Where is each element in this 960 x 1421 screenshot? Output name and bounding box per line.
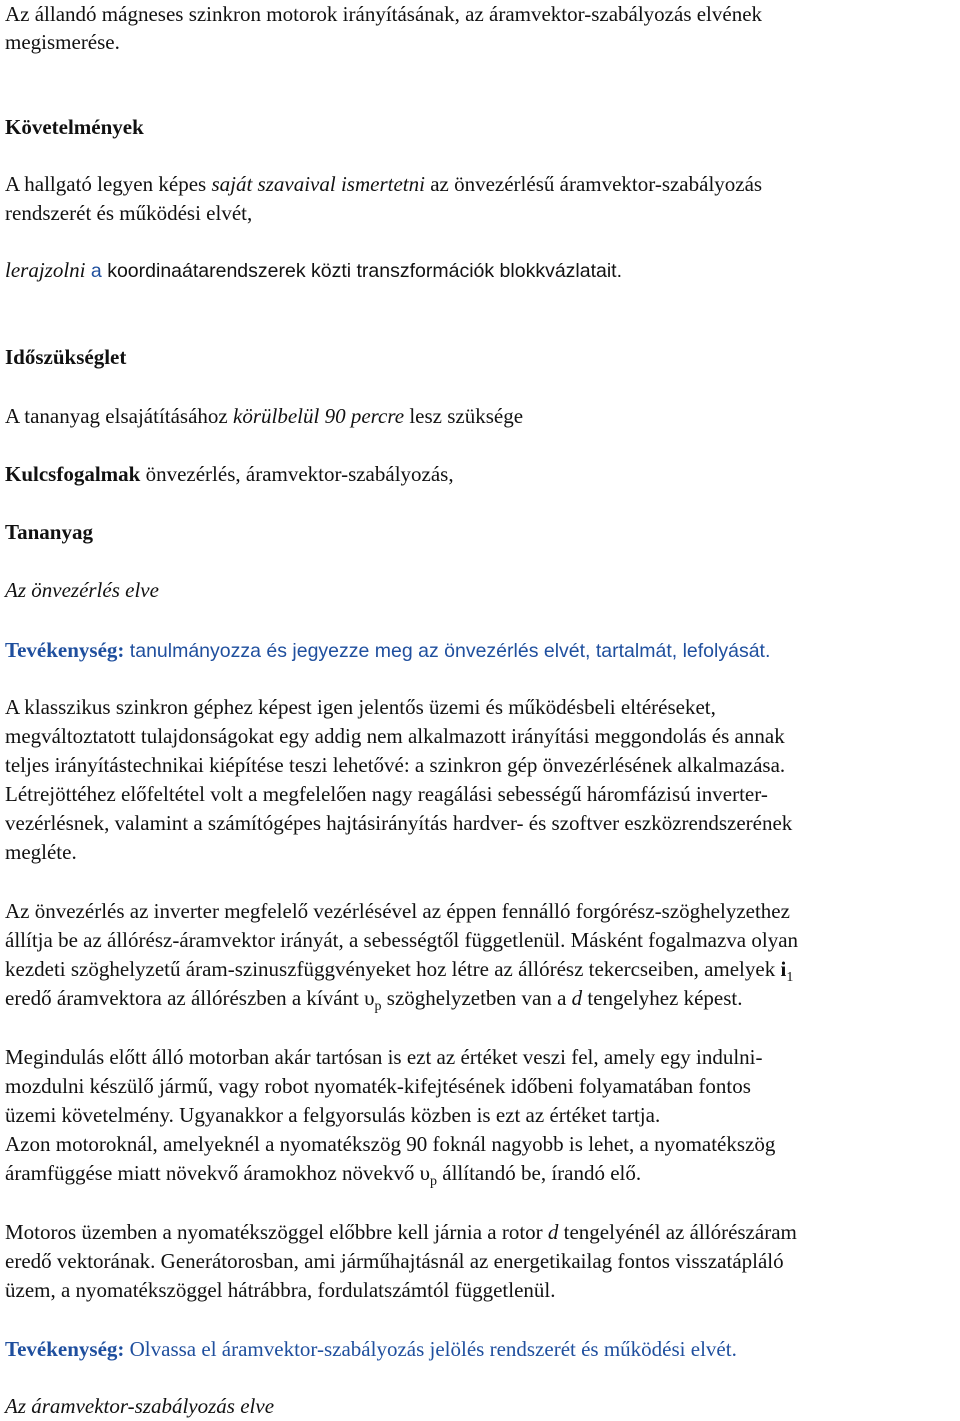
keywords-label: Kulcsfogalmak [5, 462, 141, 486]
paragraph-text: szöghelyzetben van a [381, 986, 572, 1010]
paragraph-3-line-5 [5, 1159, 641, 1196]
activity-line-1 [5, 636, 770, 666]
paragraph-text: eredő áramvektora az állórészben a kívánt υ [5, 986, 375, 1010]
angle-subscript: p [430, 1174, 438, 1189]
activity-line-2 [5, 1335, 737, 1364]
requirements-line-2: rendszerét és működési elvét, [5, 201, 253, 225]
paragraph-text: kezdeti szöghelyzetű áram-szinuszfüggvényeket hoz létre az állórész tekercseiben, amelyek [5, 957, 781, 981]
paragraph-1-line-2: megváltoztatott tulajdonságokat egy addig nem alkalmazott irányítási meggondolás és annak [5, 724, 785, 748]
angle-subscript: p [374, 999, 382, 1014]
paragraph-3-line-2: mozdulni készülő jármű, vagy robot nyomaték-kifejtésének időbeni folyamatában fontos [5, 1074, 751, 1098]
paragraph-1-line-1: A klasszikus szinkron géphez képest igen jelentős üzemi és működésbeli eltéréseket, [5, 695, 716, 719]
intro-line-1: Az állandó mágneses szinkron motorok irányításának, az áramvektor-szabályozás elvének [5, 2, 763, 26]
current-symbol: i [780, 957, 787, 981]
time-line [5, 402, 523, 431]
paragraph-text: állítandó be, írandó elő. [437, 1161, 642, 1185]
current-subscript: 1 [786, 970, 794, 985]
paragraph-4-line-3: üzem, a nyomatékszöggel hátrábbra, fordulatszámtól függetlenül. [5, 1278, 556, 1302]
paragraph-3-line-3: üzemi követelmény. Ugyanakkor a felgyorsulás közben is ezt az értéket tartja. [5, 1103, 661, 1127]
keywords-text: önvezérlés, áramvektor-szabályozás, [140, 462, 454, 486]
paragraph-2-line-2: állítja be az állórész-áramvektor irányát, a sebességtől függetlenül. Másként fogalmazva olyan [5, 928, 799, 952]
activity-label: Tevékenység: [5, 1337, 125, 1361]
paragraph-text: tengelyénél az állórészáram [558, 1220, 797, 1244]
requirements-text: koordinaátarendszerek közti transzformációk blokkvázlatait. [107, 260, 623, 282]
requirements-line-1 [5, 170, 762, 199]
section-title-aramvektor: Az áramvektor-szabályozás elve [5, 1394, 275, 1418]
paragraph-text: tengelyhez képest. [582, 986, 743, 1010]
time-heading: Időszükséglet [5, 345, 127, 369]
paragraph-1-line-5: vezérlésnek, valamint a számítógépes hajtásirányítás hardver- és szoftver eszközrendszerének [5, 811, 793, 835]
paragraph-4-line-1 [5, 1218, 797, 1247]
paragraph-4-line-2: eredő vektorának. Generátorosban, ami járműhajtásnál az energetikailag fontos visszatápláló [5, 1249, 784, 1273]
activity-text: tanulmányozza és jegyezze meg az önvezérlés elvét, tartalmát, lefolyását. [124, 640, 771, 662]
time-emphasis: körülbelül 90 percre [233, 404, 405, 428]
requirements-emphasis: saját szavaival ismertetni [211, 172, 425, 196]
activity-label: Tevékenység: [5, 638, 125, 662]
time-text: lesz szüksége [404, 404, 524, 428]
paragraph-1-line-4: Létrejöttéhez előfeltétel volt a megfelelően nagy reagálási sebességű háromfázisú inverter- [5, 782, 768, 806]
paragraph-text: Motoros üzemben a nyomatékszöggel előbbre kell járnia a rotor [5, 1220, 548, 1244]
requirements-heading: Követelmények [5, 115, 144, 139]
requirements-line-3 [5, 256, 622, 286]
intro-line-2: megismerése. [5, 30, 120, 54]
time-text: A tananyag elsajátításához [5, 404, 233, 428]
requirements-text: A hallgató legyen képes [5, 172, 212, 196]
d-axis-symbol: d [571, 986, 583, 1010]
tananyag-heading: Tananyag [5, 520, 93, 544]
paragraph-2-line-4 [5, 984, 743, 1021]
paragraph-3-line-1: Megindulás előtt álló motorban akár tartósan is ezt az értéket veszi fel, amely egy indulni- [5, 1045, 763, 1069]
d-axis-symbol: d [547, 1220, 559, 1244]
paragraph-1-line-3: teljes irányítástechnikai kiépítése teszi lehetővé: a szinkron gép önvezérlésének alkalmazása. [5, 753, 786, 777]
requirements-text: a [85, 260, 108, 282]
activity-text: Olvassa el áramvektor-szabályozás jelölés rendszerét és működési elvét. [124, 1337, 737, 1361]
requirements-emphasis: lerajzolni [5, 258, 86, 282]
requirements-text: az önvezérlésű áramvektor-szabályozás [424, 172, 763, 196]
paragraph-1-line-6: megléte. [5, 840, 77, 864]
paragraph-text: áramfüggése miatt növekvő áramokhoz növekvő υ [5, 1161, 431, 1185]
keywords-line [5, 460, 454, 489]
paragraph-3-line-4: Azon motoroknál, amelyeknél a nyomatékszög 90 foknál nagyobb is lehet, a nyomatékszög [5, 1132, 776, 1156]
paragraph-2-line-1: Az önvezérlés az inverter megfelelő vezérlésével az éppen fennálló forgórész-szöghelyzethez [5, 899, 790, 923]
section-title-onvezerles: Az önvezérlés elve [5, 578, 159, 602]
